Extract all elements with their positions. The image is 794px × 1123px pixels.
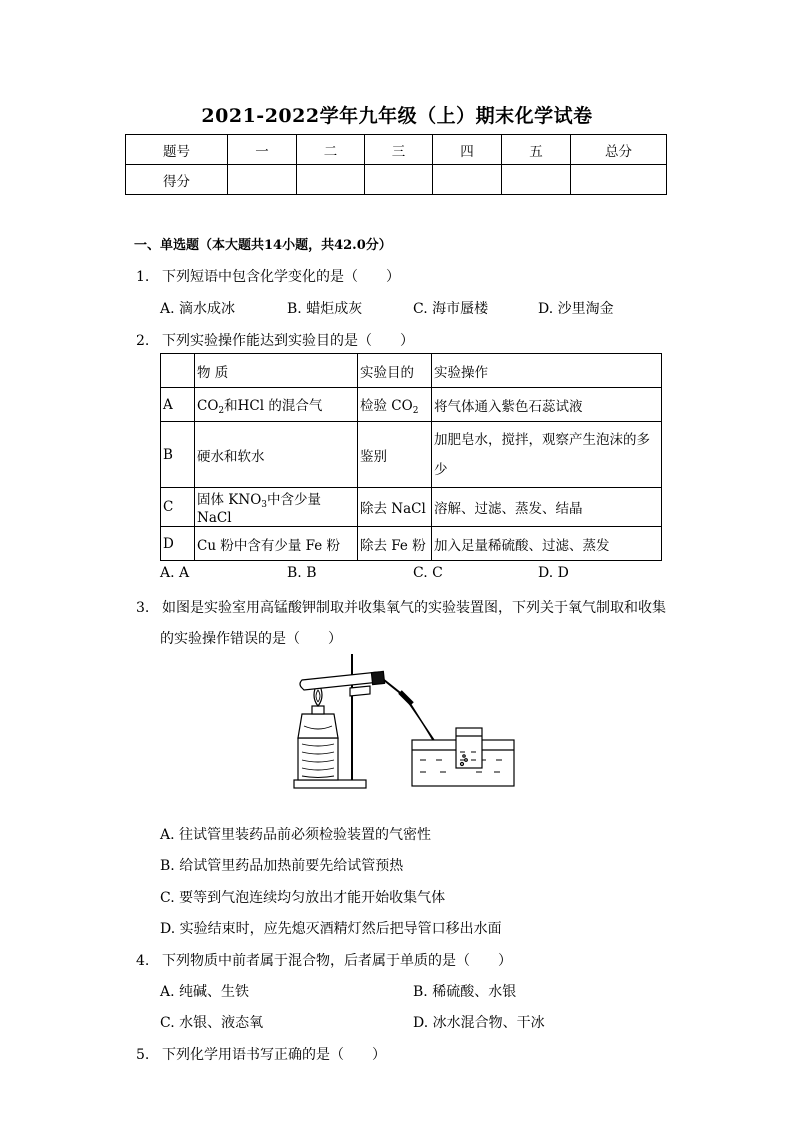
question-4 (136, 950, 512, 970)
score-header-cell: 五 (502, 135, 571, 165)
question-5 (136, 1044, 386, 1064)
score-table (125, 134, 667, 195)
question-text-line2: 的实验操作错误的是（ ） (160, 631, 342, 647)
section-heading: 一、单选题（本大题共14小题，共42.0分） (134, 238, 392, 253)
q1-option-c: C. 海市蜃楼 (413, 301, 489, 317)
page-title: 2021-2022学年九年级（上）期末化学试卷 (201, 105, 593, 127)
q3-option-d: D. 实验结束时，应先熄灭酒精灯然后把导管口移出水面 (160, 921, 502, 937)
experiment-table (160, 353, 662, 561)
q1-option-d: D. 沙里淘金 (538, 301, 614, 317)
q2-option-a: A. A (160, 565, 190, 581)
row-label: A (161, 388, 195, 422)
score-header-cell: 题号 (126, 135, 228, 165)
substance-cell: 固体 $KNO_3$中含少量 NaCl (195, 488, 358, 527)
goal-cell: 除去 Fe 粉 (358, 527, 432, 561)
score-header-cell: 三 (365, 135, 433, 165)
experiment-header-cell (161, 354, 195, 388)
score-value-row (126, 165, 667, 195)
q4-option-d: D. 冰水混合物、干冰 (413, 1015, 545, 1031)
q4-option-b: B. 稀硫酸、水银 (413, 984, 517, 1000)
question-number: 1. (136, 269, 150, 285)
question-text: 下列短语中包含化学变化的是（ ） (162, 269, 400, 285)
operation-cell: 溶解、过滤、蒸发、结晶 (432, 488, 662, 527)
q3-option-c: C. 要等到气泡连续均匀放出才能开始收集气体 (160, 890, 446, 906)
q2-option-c: C. C (413, 565, 443, 581)
goal-cell: 除去 NaCl (358, 488, 432, 527)
experiment-header-cell: 物 质 (195, 354, 358, 388)
score-cell (502, 165, 571, 195)
question-number: 2. (136, 333, 150, 349)
experiment-row-c (161, 488, 662, 527)
row-label: D (161, 527, 195, 561)
question-number: 4. (136, 953, 150, 969)
goal-cell: 检验 $CO_2$ (358, 388, 432, 422)
score-cell (433, 165, 502, 195)
q1-option-b: B. 蜡炬成灰 (287, 301, 363, 317)
score-header-cell: 四 (433, 135, 502, 165)
score-header-cell: 二 (297, 135, 365, 165)
substance-cell: $CO_2$和HCl 的混合气 (195, 388, 358, 422)
substance-cell: 硬水和软水 (195, 422, 358, 488)
question-text: 下列化学用语书写正确的是（ ） (162, 1047, 386, 1063)
question-3 (136, 597, 666, 617)
gas-jar (456, 728, 482, 768)
oxygen-apparatus-figure (290, 652, 520, 794)
score-cell (297, 165, 365, 195)
operation-cell: 加肥皂水，搅拌，观察产生泡沫的多 少 (432, 422, 662, 488)
experiment-row-d (161, 527, 662, 561)
operation-cell: 加入足量稀硫酸、过滤、蒸发 (432, 527, 662, 561)
q3-option-b: B. 给试管里药品加热前要先给试管预热 (160, 858, 404, 874)
score-cell (571, 165, 667, 195)
row-label: C (161, 488, 195, 527)
experiment-header-cell: 实验目的 (358, 354, 432, 388)
q3-option-a: A. 往试管里装药品前必须检验装置的气密性 (160, 827, 432, 843)
row-label: B (161, 422, 195, 488)
q2-option-b: B. B (287, 565, 317, 581)
q4-option-a: A. 纯碱、生铁 (160, 984, 250, 1000)
question-number: 3. (136, 600, 150, 616)
question-1 (136, 266, 400, 286)
experiment-row-b (161, 422, 662, 488)
substance-cell: Cu 粉中含有少量 Fe 粉 (195, 527, 358, 561)
experiment-row-a (161, 388, 662, 422)
goal-cell: 鉴别 (358, 422, 432, 488)
score-header-cell: 总分 (571, 135, 667, 165)
score-cell (365, 165, 433, 195)
score-header-cell: 一 (228, 135, 297, 165)
experiment-header-row (161, 354, 662, 388)
experiment-header-cell: 实验操作 (432, 354, 662, 388)
question-number: 5. (136, 1047, 150, 1063)
q2-option-d: D. D (538, 565, 569, 581)
question-text: 下列实验操作能达到实验目的是（ ） (162, 333, 414, 349)
score-header-row (126, 135, 667, 165)
q1-option-a: A. 滴水成冰 (160, 301, 236, 317)
stand-base (294, 780, 366, 788)
score-cell (228, 165, 297, 195)
question-text-line1: 如图是实验室用高锰酸钾制取并收集氧气的实验装置图，下列关于氧气制取和收集 (162, 600, 666, 616)
question-2 (136, 330, 414, 350)
stopper (371, 671, 384, 684)
question-text: 下列物质中前者属于混合物，后者属于单质的是（ ） (162, 953, 512, 969)
stand-clamp (350, 686, 370, 696)
score-row-label: 得分 (126, 165, 228, 195)
operation-cell: 将气体通入紫色石蕊试液 (432, 388, 662, 422)
q4-option-c: C. 水银、液态氧 (160, 1015, 264, 1031)
